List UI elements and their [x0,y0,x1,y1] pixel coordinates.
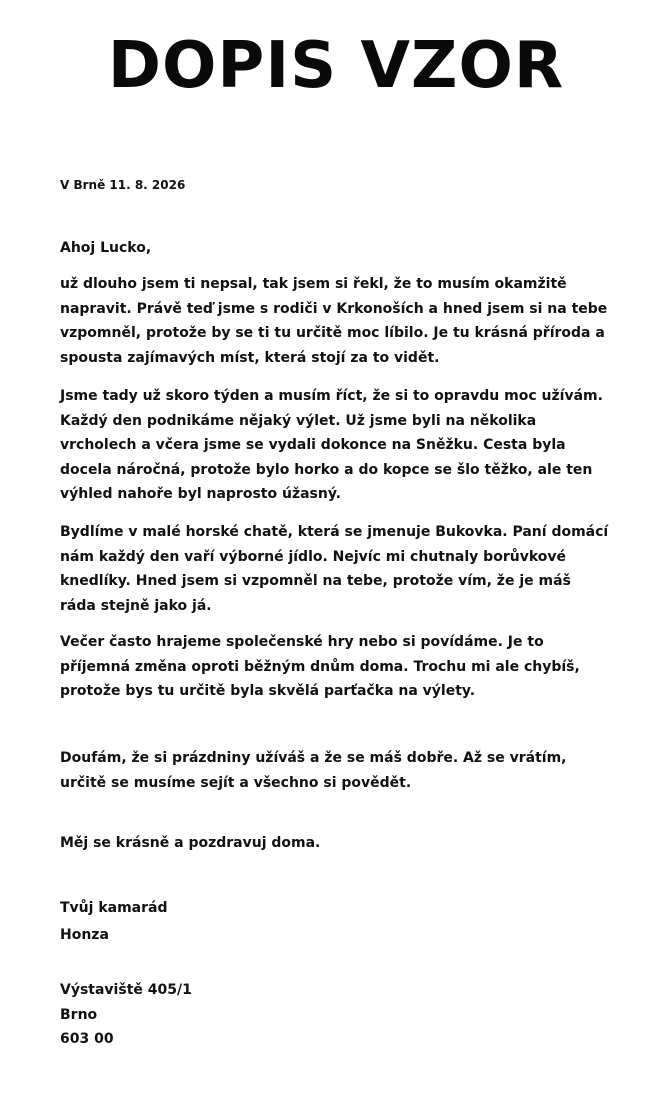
address-street: Výstaviště 405/1 [60,982,192,998]
closing-line: Měj se krásně a pozdravuj doma. [60,835,321,851]
address-city: Brno [60,1007,98,1023]
letter-title: DOPIS VZOR [107,29,565,103]
paragraph-4: Večer často hrajeme společenské hry nebo si povídáme. Je to příjemná změna oproti běžným dnům doma. Trochu mi ale chybíš, protože bys tu určitě byla skvělá parťačka na výlety. [60,634,580,699]
signature-line-1: Tvůj kamarád [60,900,168,916]
paragraph-3: Bydlíme v malé horské chatě, která se jmenuje Bukovka. Paní domácí nám každý den vaří výborné jídlo. Nejvíc mi chutnaly borůvkové knedlíky. Hned jsem si vzpomněl na tebe, protože vím, že je máš ráda stejně jako já. [60,524,609,614]
date-line: V Brně 11. 8. 2026 [60,178,186,192]
paragraph-1: už dlouho jsem ti nepsal, tak jsem si řekl, že to musím okamžitě napravit. Právě teď jsme s rodiči v Krkonoších a hned jsem si na tebe vzpomněl, protože by se ti tu určitě moc líbilo. Je tu krásná příroda a spousta zajímavých míst, která stojí za to vidět. [60,276,608,366]
greeting: Ahoj Lucko, [60,240,152,256]
paragraph-5: Doufám, že si prázdniny užíváš a že se máš dobře. Až se vrátím, určitě se musíme sejít a všechno si povědět. [60,750,567,791]
signature-name: Honza [60,927,109,943]
paragraph-2: Jsme tady už skoro týden a musím říct, že si to opravdu moc užívám. Každý den podnikáme nějaký výlet. Už jsme byli na několika vrcholech a včera jsme se vydali dokonce na Sněžku. Cesta byla docela náročná, protože bylo horko a do kopce se šlo těžko, ale ten výhled nahoře byl naprosto úžasný. [60,388,603,502]
address-postal-code: 603 00 [60,1031,114,1047]
